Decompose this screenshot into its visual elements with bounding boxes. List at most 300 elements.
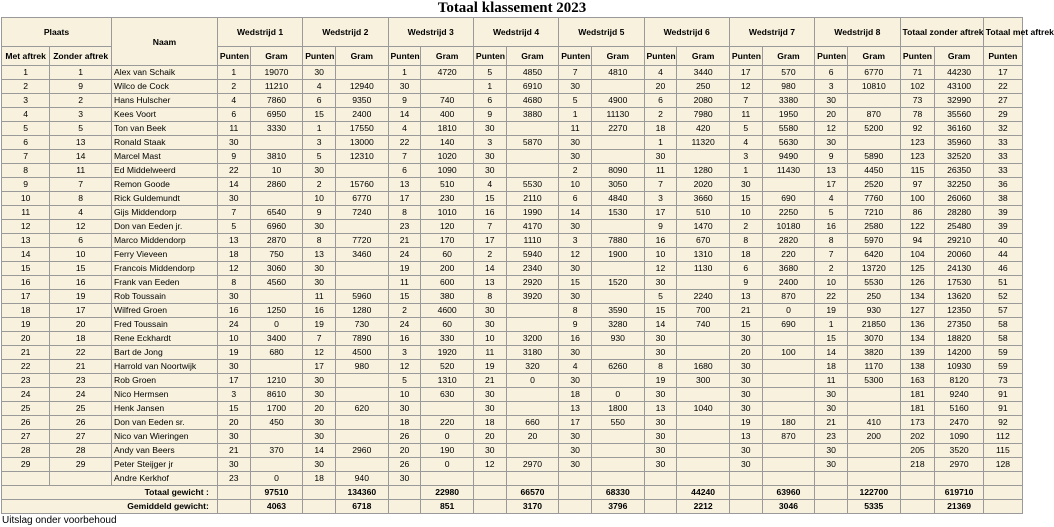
table-cell: 2400 [762, 276, 814, 290]
table-cell [592, 220, 644, 234]
gemiddeld-value: 2212 [677, 500, 729, 514]
table-cell: 1090 [421, 164, 473, 178]
table-cell: 5 [559, 94, 592, 108]
table-cell: 2020 [677, 178, 729, 192]
table-row [2, 402, 1023, 416]
table-cell: 44230 [935, 66, 983, 80]
table-row [2, 66, 1023, 80]
totaal-value: 97510 [250, 486, 302, 500]
table-cell: 9490 [762, 150, 814, 164]
table-cell: 73 [983, 374, 1022, 388]
table-row [2, 206, 1023, 220]
table-cell: 19 [217, 346, 250, 360]
table-cell: 1310 [421, 374, 473, 388]
table-cell: 10 [473, 332, 506, 346]
table-cell: 6540 [250, 206, 302, 220]
table-cell: 1700 [250, 402, 302, 416]
table-cell: 12 [217, 262, 250, 276]
table-row [2, 234, 1023, 248]
table-cell [336, 262, 388, 276]
table-cell [336, 276, 388, 290]
table-cell: 12 [729, 80, 762, 94]
table-cell: 27350 [935, 318, 983, 332]
table-cell: 20 [815, 108, 848, 122]
table-cell: 12 [303, 346, 336, 360]
table-cell [336, 388, 388, 402]
table-cell: 21 [388, 234, 421, 248]
table-cell: 2250 [762, 206, 814, 220]
table-cell: 980 [336, 360, 388, 374]
table-cell: 15 [729, 318, 762, 332]
table-cell: 30 [388, 402, 421, 416]
table-cell: 30 [217, 136, 250, 150]
table-cell: 250 [677, 80, 729, 94]
table-cell [421, 80, 473, 94]
table-cell [559, 472, 592, 486]
table-cell: 33 [983, 150, 1022, 164]
table-cell: 32990 [935, 94, 983, 108]
table-cell: 8090 [592, 164, 644, 178]
table-cell: 20 [50, 318, 112, 332]
punten-header: Punten [217, 47, 250, 66]
table-cell: 9 [644, 220, 677, 234]
name-cell: Francois Middendorp [112, 262, 218, 276]
gemiddeld-gewicht-label: Gemiddeld gewicht: [2, 500, 218, 514]
table-cell: 1210 [250, 374, 302, 388]
table-cell: 24 [388, 318, 421, 332]
table-cell: 15 [2, 262, 50, 276]
table-cell: 6 [217, 108, 250, 122]
punten-header: Punten [559, 47, 592, 66]
table-cell: 7860 [250, 94, 302, 108]
table-cell: 2970 [935, 458, 983, 472]
table-cell: 3 [815, 80, 848, 94]
table-cell: 5580 [762, 122, 814, 136]
name-cell: Ed Middelweerd [112, 164, 218, 178]
table-cell: 13 [729, 430, 762, 444]
table-cell: 15 [559, 276, 592, 290]
table-cell: 7 [2, 150, 50, 164]
table-cell [250, 430, 302, 444]
table-cell: 4 [303, 80, 336, 94]
gemiddeld-value: 5335 [848, 500, 900, 514]
table-cell: 9 [559, 318, 592, 332]
table-cell: 71 [900, 66, 935, 80]
table-cell: 25 [2, 402, 50, 416]
table-cell: 97 [900, 178, 935, 192]
table-cell: 30 [644, 276, 677, 290]
naam-header: Naam [112, 18, 218, 66]
table-cell: 9 [217, 150, 250, 164]
totaal-met-aftrek-header: Totaal met aftrek [983, 18, 1022, 47]
table-cell: 58 [983, 318, 1022, 332]
table-cell: 17 [983, 66, 1022, 80]
table-cell: 112 [983, 430, 1022, 444]
table-cell: 5 [2, 122, 50, 136]
table-cell: 680 [250, 346, 302, 360]
table-cell: 17 [815, 178, 848, 192]
table-cell: 5940 [506, 248, 558, 262]
table-cell: 6420 [848, 248, 900, 262]
table-cell: 24 [50, 388, 112, 402]
table-cell: 9 [729, 276, 762, 290]
totaal-value: 122700 [848, 486, 900, 500]
table-cell: 20 [2, 332, 50, 346]
totaal-value: 63960 [762, 486, 814, 500]
table-cell: 1990 [506, 206, 558, 220]
table-cell: 32520 [935, 150, 983, 164]
table-cell: 30 [644, 416, 677, 430]
table-cell: 6 [388, 164, 421, 178]
name-cell: Ronald Staak [112, 136, 218, 150]
punten-header: Punten [900, 47, 935, 66]
table-cell [677, 332, 729, 346]
table-cell [762, 402, 814, 416]
table-cell: 17 [388, 192, 421, 206]
table-cell: 30 [217, 192, 250, 206]
gram-header: Gram [421, 47, 473, 66]
table-cell: 8 [388, 206, 421, 220]
name-cell: Ferry Vieveen [112, 248, 218, 262]
table-cell: 1170 [848, 360, 900, 374]
punten-header: Punten [644, 47, 677, 66]
table-cell: 173 [900, 416, 935, 430]
table-cell: 700 [677, 304, 729, 318]
table-cell: 16 [815, 220, 848, 234]
table-cell: 4900 [592, 94, 644, 108]
table-cell: 13 [388, 178, 421, 192]
table-cell: 510 [421, 178, 473, 192]
table-row [2, 150, 1023, 164]
table-cell: 1 [729, 164, 762, 178]
table-cell: 30 [217, 290, 250, 304]
table-cell [848, 444, 900, 458]
table-cell: 8120 [935, 374, 983, 388]
table-cell: 59 [983, 360, 1022, 374]
table-cell: 4 [473, 178, 506, 192]
table-cell: 11130 [592, 108, 644, 122]
table-cell: 19 [2, 318, 50, 332]
table-cell: 12310 [336, 150, 388, 164]
table-cell: 17 [729, 66, 762, 80]
table-cell: 11 [815, 374, 848, 388]
table-cell: 30 [473, 150, 506, 164]
table-cell: 91 [983, 402, 1022, 416]
name-cell: Andre Kerkhof [112, 472, 218, 486]
table-cell: 30 [644, 458, 677, 472]
name-cell: Harrold van Noortwijk [112, 360, 218, 374]
table-cell: 128 [983, 458, 1022, 472]
table-cell: 4500 [336, 346, 388, 360]
table-cell [677, 430, 729, 444]
table-cell: 30 [644, 388, 677, 402]
table-cell: 7 [729, 94, 762, 108]
table-cell: 12350 [935, 304, 983, 318]
table-cell: 3050 [592, 178, 644, 192]
table-cell: 3880 [506, 108, 558, 122]
table-cell: 16 [559, 332, 592, 346]
table-cell: 200 [848, 430, 900, 444]
table-cell [848, 136, 900, 150]
totaal-value: 619710 [935, 486, 983, 500]
table-cell: 4 [729, 136, 762, 150]
punten-header: Punten [983, 47, 1022, 66]
table-cell: 12 [388, 360, 421, 374]
table-cell: 18 [644, 122, 677, 136]
table-cell: 19 [729, 416, 762, 430]
table-cell: 4560 [250, 276, 302, 290]
table-cell: 60 [421, 318, 473, 332]
table-cell: 100 [762, 346, 814, 360]
table-cell: 125 [900, 262, 935, 276]
table-cell: 4850 [506, 66, 558, 80]
table-cell: 14 [815, 346, 848, 360]
table-cell: 21 [50, 360, 112, 374]
table-row [2, 318, 1023, 332]
table-cell: 181 [900, 402, 935, 416]
table-cell [592, 444, 644, 458]
table-cell: 13 [729, 290, 762, 304]
table-cell: 2 [473, 248, 506, 262]
table-cell: 420 [677, 122, 729, 136]
table-cell: 0 [421, 430, 473, 444]
table-cell: 15760 [336, 178, 388, 192]
table-cell: 102 [900, 80, 935, 94]
table-cell: 3660 [677, 192, 729, 206]
name-cell: Peter Steijger jr [112, 458, 218, 472]
table-cell: 2 [388, 304, 421, 318]
table-cell: 92 [983, 416, 1022, 430]
table-cell: 59 [983, 346, 1022, 360]
table-cell: 1 [2, 66, 50, 80]
table-cell: 1010 [421, 206, 473, 220]
table-cell: 30 [217, 430, 250, 444]
table-cell: 3 [50, 108, 112, 122]
table-cell: 3060 [250, 262, 302, 276]
table-cell: 19 [815, 304, 848, 318]
table-cell: 10 [217, 332, 250, 346]
table-cell [935, 472, 983, 486]
table-cell: 2580 [848, 220, 900, 234]
table-cell: 30 [815, 136, 848, 150]
gemiddeld-gewicht-row [2, 500, 1023, 514]
table-cell: 4720 [421, 66, 473, 80]
table-cell: 9 [50, 80, 112, 94]
table-cell: 13000 [336, 136, 388, 150]
table-cell: 120 [421, 220, 473, 234]
table-cell: 4 [50, 206, 112, 220]
table-cell: 6 [644, 94, 677, 108]
table-cell [506, 444, 558, 458]
table-cell: 7240 [336, 206, 388, 220]
name-cell: Henk Jansen [112, 402, 218, 416]
table-cell: 4 [815, 192, 848, 206]
table-cell [336, 374, 388, 388]
table-cell: 16 [388, 332, 421, 346]
table-cell: 330 [421, 332, 473, 346]
table-cell: 12 [2, 220, 50, 234]
table-cell: 136 [900, 318, 935, 332]
table-cell: 30 [644, 150, 677, 164]
table-cell: 18 [729, 248, 762, 262]
table-cell: 1530 [592, 206, 644, 220]
table-cell: 3180 [506, 346, 558, 360]
table-cell: 30 [815, 458, 848, 472]
table-cell: 11 [644, 164, 677, 178]
table-cell [592, 472, 644, 486]
table-cell: 5870 [506, 136, 558, 150]
table-cell: 7 [303, 332, 336, 346]
table-cell [50, 472, 112, 486]
table-cell: 2520 [848, 178, 900, 192]
table-cell: 690 [762, 192, 814, 206]
table-cell: 12 [50, 220, 112, 234]
table-cell: 6 [2, 136, 50, 150]
table-cell: 33 [983, 136, 1022, 150]
table-cell: 450 [250, 416, 302, 430]
table-cell: 10 [2, 192, 50, 206]
table-row [2, 122, 1023, 136]
name-cell: Rob Toussain [112, 290, 218, 304]
wedstrijd-header: Wedstrijd 2 [303, 18, 388, 47]
table-cell: 660 [506, 416, 558, 430]
name-cell: Rob Groen [112, 374, 218, 388]
table-cell: 14 [559, 206, 592, 220]
table-cell: 29210 [935, 234, 983, 248]
gemiddeld-value: 851 [421, 500, 473, 514]
name-cell: Marco Middendorp [112, 234, 218, 248]
table-cell: 11430 [762, 164, 814, 178]
table-cell: 7 [559, 66, 592, 80]
table-cell: 17530 [935, 276, 983, 290]
table-cell: 5530 [506, 178, 558, 192]
table-cell: 30 [729, 360, 762, 374]
table-cell: 30 [217, 458, 250, 472]
table-cell [506, 122, 558, 136]
gram-header: Gram [336, 47, 388, 66]
name-cell: Remon Goode [112, 178, 218, 192]
table-cell: 36 [983, 178, 1022, 192]
table-cell: 30 [303, 164, 336, 178]
table-row [2, 276, 1023, 290]
table-row [2, 220, 1023, 234]
table-cell: 57 [983, 304, 1022, 318]
table-cell: 10 [250, 164, 302, 178]
table-cell: 2 [729, 220, 762, 234]
table-cell: 24 [2, 388, 50, 402]
table-cell: 30 [559, 150, 592, 164]
table-cell: 23 [388, 220, 421, 234]
table-cell: 0 [250, 472, 302, 486]
table-cell: 18 [303, 472, 336, 486]
table-cell: 4600 [421, 304, 473, 318]
table-cell: 4840 [592, 192, 644, 206]
table-cell: 1040 [677, 402, 729, 416]
table-cell: 27 [983, 94, 1022, 108]
table-cell: 18 [815, 360, 848, 374]
table-cell: 6 [729, 262, 762, 276]
table-cell: 18 [2, 304, 50, 318]
table-cell: 13 [50, 136, 112, 150]
table-cell: 23 [217, 472, 250, 486]
table-row [2, 472, 1023, 486]
table-cell: 123 [900, 150, 935, 164]
plaats-header: Plaats [2, 18, 112, 47]
table-cell: 13620 [935, 290, 983, 304]
table-cell: 14 [217, 178, 250, 192]
gemiddeld-value: 6718 [336, 500, 388, 514]
table-cell: 7880 [592, 234, 644, 248]
table-cell: 17 [303, 360, 336, 374]
table-cell: 17 [644, 206, 677, 220]
table-cell: 1 [559, 108, 592, 122]
gemiddeld-value: 4063 [250, 500, 302, 514]
table-row [2, 444, 1023, 458]
table-cell [592, 374, 644, 388]
table-cell: 2 [303, 178, 336, 192]
table-cell: 15 [815, 332, 848, 346]
table-cell: 22 [983, 80, 1022, 94]
table-cell: 9 [388, 94, 421, 108]
totaal-value: 68330 [592, 486, 644, 500]
table-cell: 21 [2, 346, 50, 360]
table-cell: 30 [473, 444, 506, 458]
table-cell: 30 [217, 360, 250, 374]
table-row [2, 248, 1023, 262]
table-cell: 30 [473, 388, 506, 402]
table-cell: 17 [2, 290, 50, 304]
table-cell: 30 [559, 220, 592, 234]
table-cell: 12 [473, 458, 506, 472]
table-cell: 3820 [848, 346, 900, 360]
table-cell: 5 [217, 220, 250, 234]
table-cell: 25480 [935, 220, 983, 234]
table-cell: 0 [762, 304, 814, 318]
table-cell [592, 458, 644, 472]
table-cell: 1520 [592, 276, 644, 290]
gram-header: Gram [935, 47, 983, 66]
table-cell: 28280 [935, 206, 983, 220]
table-cell [900, 472, 935, 486]
table-cell: 3460 [336, 248, 388, 262]
table-cell: 10810 [848, 80, 900, 94]
table-cell: 22 [217, 164, 250, 178]
table-cell [677, 388, 729, 402]
table-cell: 1680 [677, 360, 729, 374]
table-cell: 12 [644, 262, 677, 276]
table-cell: 940 [336, 472, 388, 486]
table-cell: 10 [303, 192, 336, 206]
name-cell: Marcel Mast [112, 150, 218, 164]
table-cell: 10 [50, 248, 112, 262]
table-cell: 1920 [421, 346, 473, 360]
table-cell: 86 [900, 206, 935, 220]
table-cell: 22 [2, 360, 50, 374]
table-cell: 1 [815, 318, 848, 332]
table-cell: 8610 [250, 388, 302, 402]
table-cell: 16 [473, 206, 506, 220]
table-cell: 18 [217, 248, 250, 262]
table-cell: 18 [50, 332, 112, 346]
table-cell: 5960 [336, 290, 388, 304]
table-cell: 58 [983, 332, 1022, 346]
table-cell: 550 [592, 416, 644, 430]
table-cell: 30 [388, 80, 421, 94]
table-cell: 30 [815, 94, 848, 108]
table-cell: 5 [815, 206, 848, 220]
table-cell: 6 [50, 234, 112, 248]
table-cell: 23 [815, 430, 848, 444]
